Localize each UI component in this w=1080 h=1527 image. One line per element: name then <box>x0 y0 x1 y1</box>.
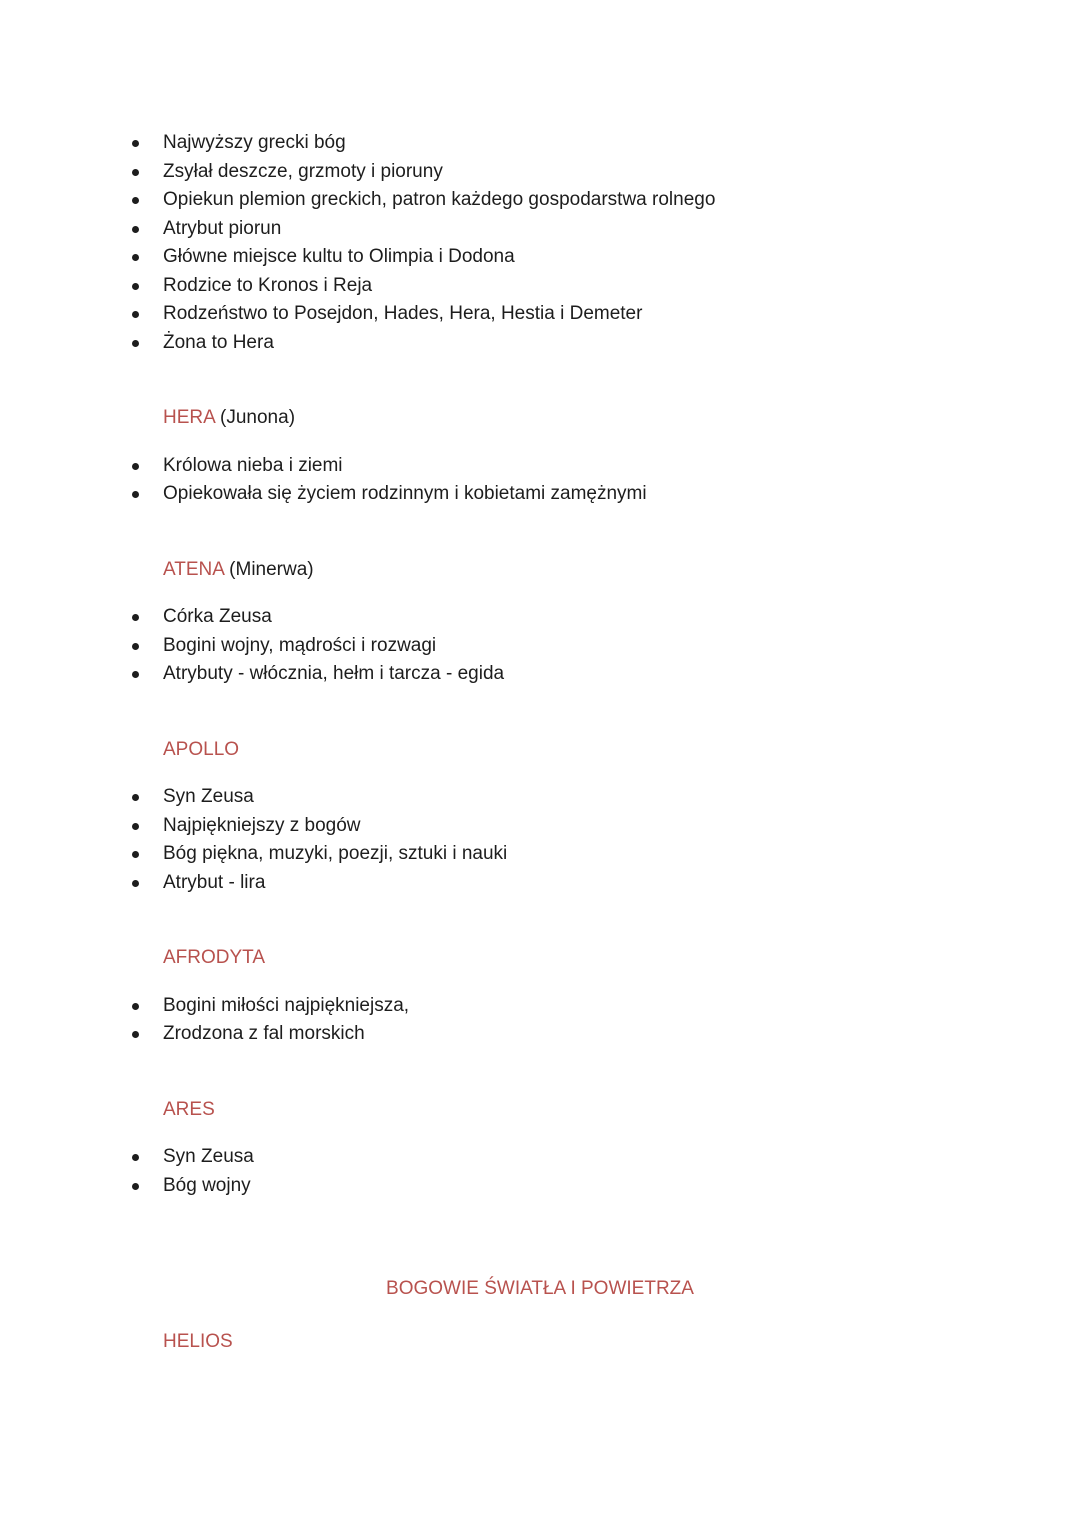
bullet-item: Rodzice to Kronos i Reja <box>0 272 1080 301</box>
bullet-item: Atrybut - lira <box>0 869 1080 898</box>
bullet-item: Syn Zeusa <box>0 783 1080 812</box>
god-name: APOLLO <box>163 738 240 760</box>
bullet-item: Zsyłał deszcze, grzmoty i pioruny <box>0 158 1080 187</box>
bullet-item: Atrybut piorun <box>0 215 1080 244</box>
bullet-item: Rodzeństwo to Posejdon, Hades, Hera, Hestia i Demeter <box>0 300 1080 329</box>
section-heading-hera <box>0 404 1080 433</box>
bullet-item: Główne miejsce kultu to Olimpia i Dodona <box>0 243 1080 272</box>
god-name: ATENA <box>163 558 224 580</box>
bullet-item: Opiekowała się życiem rodzinnym i kobietami zamężnymi <box>0 480 1080 509</box>
god-name: AFRODYTA <box>163 947 266 968</box>
bullet-list <box>0 452 1080 509</box>
section-heading-apollo <box>0 736 1080 765</box>
bullet-item: Królowa nieba i ziemi <box>0 452 1080 481</box>
bullet-item: Bogini wojny, mądrości i rozwagi <box>0 632 1080 661</box>
bullet-item: Syn Zeusa <box>0 1143 1080 1172</box>
bullet-list <box>0 603 1080 689</box>
group-heading: BOGOWIE ŚWIATŁA I POWIETRZA <box>386 1278 694 1299</box>
bullet-item: Opiekun plemion greckich, patron każdego gospodarstwa rolnego <box>0 186 1080 215</box>
god-name: ARES <box>163 1098 215 1120</box>
bullet-item: Zrodzona z fal morskich <box>0 1020 1080 1049</box>
bullet-item: Bogini miłości najpiękniejsza, <box>0 992 1080 1021</box>
sections-container <box>0 129 1080 1200</box>
bullet-item: Najwyższy grecki bóg <box>0 129 1080 158</box>
bullet-list <box>0 129 1080 357</box>
bullet-item: Atrybuty - włócznia, hełm i tarcza - egida <box>0 660 1080 689</box>
bullet-list <box>0 1143 1080 1200</box>
bullet-item: Bóg wojny <box>0 1172 1080 1201</box>
bullet-list <box>0 992 1080 1049</box>
god-alias: (Minerwa) <box>229 558 314 580</box>
section-heading-atena <box>0 556 1080 585</box>
bullet-item: Najpiękniejszy z bogów <box>0 812 1080 841</box>
section-heading-afrodyta <box>0 944 1080 973</box>
god-name: HERA <box>163 407 215 428</box>
section-heading-helios: HELIOS <box>163 1330 233 1352</box>
god-alias: (Junona) <box>220 407 296 428</box>
section-heading-ares <box>0 1096 1080 1125</box>
bullet-item: Bóg piękna, muzyki, poezji, sztuki i nauki <box>0 840 1080 869</box>
bullet-list <box>0 783 1080 897</box>
bullet-item: Córka Zeusa <box>0 603 1080 632</box>
bullet-item: Żona to Hera <box>0 329 1080 358</box>
